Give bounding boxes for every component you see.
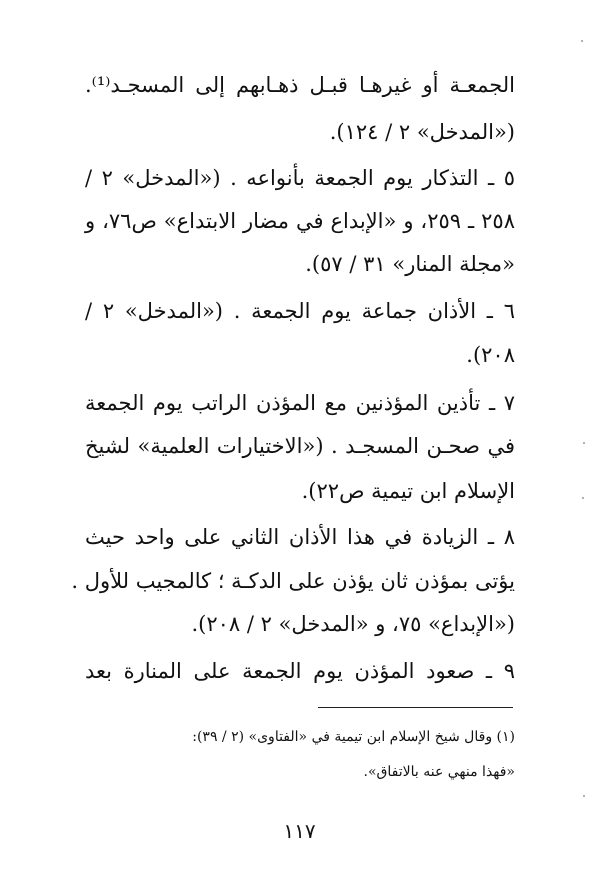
text-line-7: ٢٠٨). [466,343,515,367]
page-number: ١١٧ [283,819,316,843]
text-line-4: ٢٥٨ ـ ٢٥٩، و «الإبداع في مضار الابتداع» ص٧٦، و [85,209,515,233]
footnote-line-1: (١) وقال شيخ الإسلام ابن تيمية في «الفتاوى» (٢ / ٣٩): [192,729,515,745]
text-line-8: ٧ ـ تأذين المؤذنين مع المؤذن الراتب يوم الجمعة [85,391,515,415]
text-line-11: ٨ ـ الزيادة في هذا الأذان الثاني على واحد حيث [85,525,515,549]
scan-speck [583,442,585,444]
text-line-9: في صحـن المسجـد . («الاختيارات العلمية» لشيخ [85,434,515,458]
footnote-separator [318,707,513,708]
text-line-1: الجمعـة أو غيرهـا قبـل ذهـابهم إلى المسجـد⁽¹⁾. [85,73,515,97]
text-line-3: ٥ ـ التذكار يوم الجمعة بأنواعه . («المدخل» ٢ / [85,166,515,190]
text-line-5: «مجلة المنار» ٣١ / ٥٧). [305,252,515,276]
scan-speck [583,795,585,797]
text-line-12: يؤتى بمؤذن ثان يؤذن على الدكـة ؛ كالمجيب للأول . [71,569,515,593]
scan-speck [581,40,583,42]
text-line-10: الإسلام ابن تيمية ص٢٢). [301,479,515,503]
text-line-6: ٦ ـ الأذان جماعة يوم الجمعة . («المدخل» ٢ / [85,299,515,323]
text-line-14: ٩ ـ صعود المؤذن يوم الجمعة على المنارة بعد [85,659,515,683]
text-line-13: («الإبداع» ٧٥، و «المدخل» ٢ / ٢٠٨). [191,612,515,636]
footnote-line-2: «فهذا منهي عنه بالاتفاق». [363,764,515,780]
scan-speck [582,497,584,499]
text-line-2: («المدخل» ٢ / ١٢٤). [329,120,515,144]
